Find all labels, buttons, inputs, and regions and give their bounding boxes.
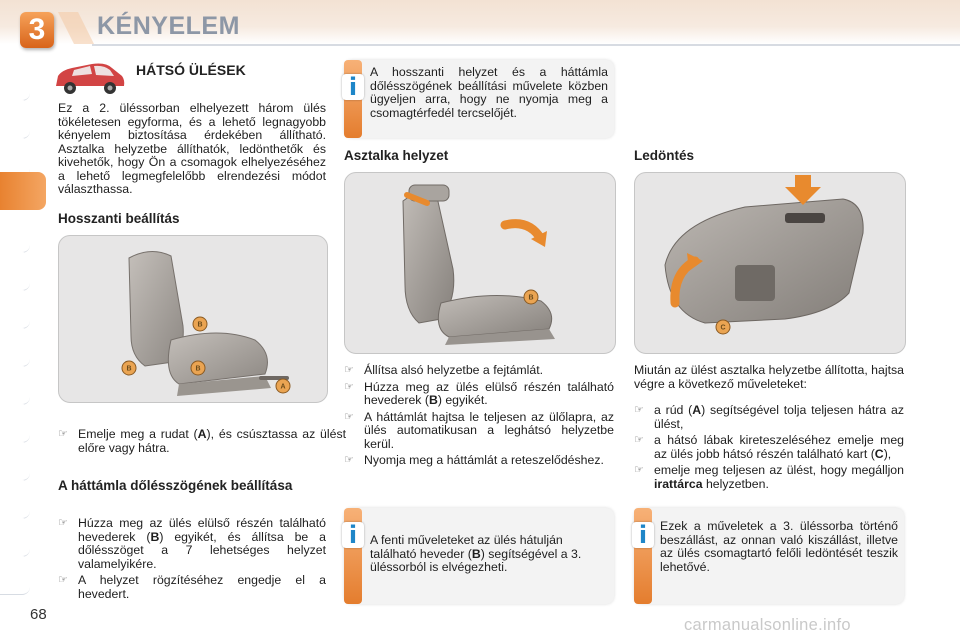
table-position-bullet: ☞ Nyomja meg a háttámlát a reteszelődéshez. — [344, 454, 614, 468]
callout-marker — [122, 361, 136, 375]
chapter-tab[interactable] — [0, 442, 30, 481]
info-icon: i — [342, 74, 364, 100]
chapter-tab[interactable] — [0, 290, 30, 329]
chapter-tab[interactable] — [0, 214, 30, 253]
tilting-intro: Miután az ülést asztalka helyzetbe állította, hajtsa végre a következő műveleteket: — [634, 363, 904, 391]
callout-marker — [276, 379, 290, 393]
table-position-title: Asztalka helyzet — [344, 148, 449, 163]
callout-marker — [524, 290, 538, 304]
info-top-text: A hosszanti helyzet és a háttámla dőlésszögének beállítási művelete közben ügyeljen arra, hogy ne nyomja meg a csomagtérfedél tercselőjét. — [370, 65, 608, 120]
table-position-bullet: ☞ A háttámlát hajtsa le teljesen az ülőlapra, az ülés automatikusan a leghátsó helyzetbe kerül. — [344, 411, 614, 452]
backrest-bullet: ☞ A helyzet rögzítéséhez engedje el a hevedert. — [58, 574, 326, 601]
svg-text:C: C — [720, 324, 726, 332]
car-icon — [52, 60, 128, 98]
intro-paragraph: Ez a 2. üléssorban elhelyezett három ülés tökéletesen egyforma, és a lehető legnagyobb kényelem biztosítása érdekében állítható. Asztalka helyzetbe állíthatók, ledönthetők és kivehetők, hogy Ön a csomagok elhelyezéséhez a lehető legmegfelelőbb elrendezési módot választhassa. — [58, 101, 326, 196]
info-tilting-text: Ezek a műveletek a 3. üléssorba történő beszállást, az onnan való kiszállást, illetve az ülés csomagtartó felőli ledöntését teszik lehetővé. — [660, 519, 898, 574]
chapter-tab[interactable] — [0, 404, 30, 443]
chapter-tab[interactable] — [0, 100, 30, 139]
backrest-bullet: ☞ Húzza meg az ülés elülső részén található hevederek (B) egyikét, és állítsa be a dőlésszöget a 7 lehetséges helyzet valamelyikére. — [58, 517, 326, 571]
section-title: HÁTSÓ ÜLÉSEK — [136, 62, 246, 78]
chapter-tab[interactable] — [0, 556, 30, 595]
longitudinal-title: Hosszanti beállítás — [58, 211, 180, 226]
page-title: KÉNYELEM — [97, 12, 240, 40]
figure-table-position — [344, 172, 616, 354]
longitudinal-bullet: ☞ Emelje meg a rudat (A), és csúsztassa az ülést előre vagy hátra. — [58, 428, 346, 455]
tilting-bullets — [634, 404, 904, 494]
table-position-bullets — [344, 364, 614, 471]
chapter-number-badge: 3 — [20, 12, 54, 48]
info-icon: i — [632, 522, 654, 548]
table-position-bullet: ☞ Húzza meg az ülés elülső részén található hevederek (B) egyikét. — [344, 381, 614, 408]
tilting-bullet: ☞ a hátsó lábak kireteszeléséhez emelje meg az ülés jobb hátsó részén található kart (C), — [634, 434, 904, 461]
table-position-bullet: ☞ Állítsa alsó helyzetbe a fejtámlát. — [344, 364, 614, 378]
page-number: 68 — [30, 606, 47, 623]
info-icon: i — [342, 522, 364, 548]
figure-longitudinal — [58, 235, 328, 403]
svg-text:B: B — [528, 294, 534, 302]
callout-marker — [716, 320, 730, 334]
title-rule — [92, 44, 960, 46]
backrest-title: A háttámla dőlésszögének beállítása — [58, 478, 293, 493]
figure-tilting — [634, 172, 906, 354]
tilting-bullet: ☞ emelje meg teljesen az ülést, hogy megálljon irattárca helyzetben. — [634, 464, 904, 491]
watermark: carmanualsonline.info — [684, 616, 851, 634]
chapter-tab[interactable] — [0, 328, 30, 367]
chapter-tab[interactable] — [0, 518, 30, 557]
info-table-position-text: A fenti műveleteket az ülés hátulján található heveder (B) segítségével a 3. üléssorból is elvégezheti. — [370, 533, 582, 574]
tilting-title: Ledöntés — [634, 148, 695, 163]
svg-text:B: B — [197, 321, 203, 329]
backrest-bullets — [58, 517, 326, 604]
svg-text:B: B — [195, 365, 201, 373]
chapter-tab[interactable] — [0, 62, 30, 101]
callout-marker — [193, 317, 207, 331]
callout-marker — [191, 361, 205, 375]
chapter-tab-active[interactable] — [0, 172, 46, 210]
tilting-bullet: ☞ a rúd (A) segítségével tolja teljesen hátra az ülést, — [634, 404, 904, 431]
svg-text:B: B — [126, 365, 132, 373]
chapter-tab[interactable] — [0, 366, 30, 405]
chapter-tab[interactable] — [0, 252, 30, 291]
svg-text:A: A — [280, 383, 286, 391]
chevron-decoration — [56, 10, 96, 46]
chapter-tab[interactable] — [0, 480, 30, 519]
